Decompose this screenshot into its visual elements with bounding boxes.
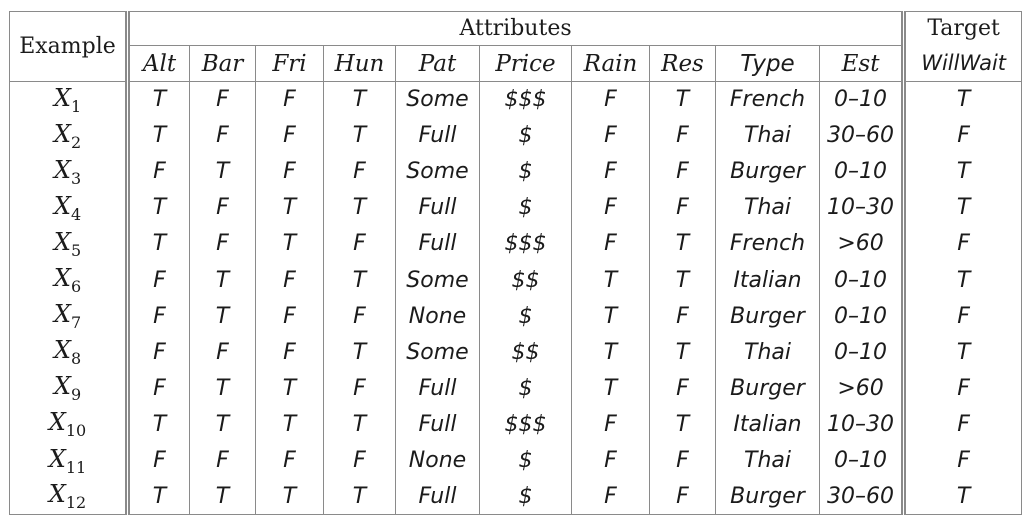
example-index: 1 xyxy=(70,96,82,116)
cell-willwait: F xyxy=(904,298,1022,334)
cell-type: French xyxy=(716,82,820,118)
cell-rain: F xyxy=(572,479,650,515)
target-header: Target xyxy=(904,12,1022,46)
table-row xyxy=(10,406,1022,442)
cell-type: French xyxy=(716,226,820,262)
cell-rain: F xyxy=(572,406,650,442)
cell-pat: None xyxy=(396,442,480,478)
cell-fri: F xyxy=(256,334,324,370)
cell-bar: T xyxy=(190,262,256,298)
cell-rain: T xyxy=(572,370,650,406)
example-header: Example xyxy=(10,12,128,82)
cell-hun: F xyxy=(324,298,396,334)
example-id xyxy=(10,262,128,298)
cell-res: T xyxy=(650,82,716,118)
cell-rain: F xyxy=(572,82,650,118)
cell-rain: F xyxy=(572,154,650,190)
example-letter: X xyxy=(53,228,71,257)
cell-fri: T xyxy=(256,370,324,406)
example-id xyxy=(10,82,128,118)
cell-res: T xyxy=(650,262,716,298)
cell-hun: T xyxy=(324,118,396,154)
cell-fri: F xyxy=(256,82,324,118)
table-row xyxy=(10,262,1022,298)
table-row xyxy=(10,226,1022,262)
cell-alt: F xyxy=(153,339,166,365)
cell-est: >60 xyxy=(820,226,904,262)
cell-est: 0–10 xyxy=(820,334,904,370)
cell-est: 0–10 xyxy=(820,262,904,298)
cell-fri: F xyxy=(256,118,324,154)
cell-res: F xyxy=(650,370,716,406)
cell-price: $ xyxy=(480,442,572,478)
example-id xyxy=(10,370,128,406)
example-id xyxy=(10,118,128,154)
cell-res: F xyxy=(650,154,716,190)
cell-pat: Some xyxy=(396,262,480,298)
cell-price: $ xyxy=(480,479,572,515)
cell-rain: F xyxy=(572,190,650,226)
cell-bar: T xyxy=(190,479,256,515)
cell-hun: T xyxy=(324,262,396,298)
cell-bar: F xyxy=(190,118,256,154)
example-id xyxy=(10,298,128,334)
table-row xyxy=(10,370,1022,406)
cell-willwait: T xyxy=(904,262,1022,298)
cell-est: 0–10 xyxy=(820,82,904,118)
cell-rain: T xyxy=(572,262,650,298)
cell-res: T xyxy=(650,406,716,442)
cell-type: Thai xyxy=(716,190,820,226)
target-attribute-name: WillWait xyxy=(904,46,1022,82)
cell-rain: F xyxy=(572,442,650,478)
cell-type: Thai xyxy=(716,118,820,154)
cell-willwait: F xyxy=(904,118,1022,154)
cell-price: $ xyxy=(480,370,572,406)
cell-bar: F xyxy=(190,226,256,262)
cell-pat: None xyxy=(396,298,480,334)
example-letter: X xyxy=(53,155,71,184)
example-id xyxy=(10,406,128,442)
example-index: 12 xyxy=(65,493,87,513)
cell-pat: Some xyxy=(396,334,480,370)
cell-hun: F xyxy=(324,154,396,190)
cell-alt: T xyxy=(152,87,167,113)
cell-bar: F xyxy=(190,334,256,370)
cell-est: 30–60 xyxy=(820,479,904,515)
example-id xyxy=(10,479,128,515)
restaurant-table-frame xyxy=(9,11,1021,517)
cell-type: Italian xyxy=(716,406,820,442)
example-index: 2 xyxy=(70,132,82,152)
table-row xyxy=(10,190,1022,226)
example-letter: X xyxy=(53,83,71,112)
table-row xyxy=(10,334,1022,370)
example-index: 4 xyxy=(70,204,82,224)
attribute-name-fri: Fri xyxy=(256,46,324,82)
example-letter: X xyxy=(53,119,71,148)
table-row xyxy=(10,118,1022,154)
example-id xyxy=(10,226,128,262)
cell-type: Burger xyxy=(716,298,820,334)
header-row-top xyxy=(10,12,1022,46)
attribute-names-row xyxy=(10,46,1022,82)
cell-est: 10–30 xyxy=(820,190,904,226)
cell-type: Burger xyxy=(716,370,820,406)
table-row xyxy=(10,298,1022,334)
cell-pat: Full xyxy=(396,479,480,515)
cell-bar: T xyxy=(190,154,256,190)
cell-willwait: F xyxy=(904,226,1022,262)
cell-alt: T xyxy=(152,123,167,149)
cell-pat: Full xyxy=(396,226,480,262)
example-letter: X xyxy=(53,300,71,329)
cell-bar: F xyxy=(190,82,256,118)
attribute-name-price: Price xyxy=(480,46,572,82)
cell-fri: F xyxy=(256,154,324,190)
example-id xyxy=(10,442,128,478)
cell-alt: T xyxy=(152,195,167,221)
attribute-name-type: Type xyxy=(716,46,820,82)
cell-est: 0–10 xyxy=(820,298,904,334)
example-id xyxy=(10,190,128,226)
cell-price: $$$ xyxy=(480,82,572,118)
example-index: 8 xyxy=(70,349,82,369)
cell-price: $ xyxy=(480,298,572,334)
attribute-name-alt: Alt xyxy=(128,46,190,82)
cell-pat: Full xyxy=(396,370,480,406)
cell-willwait: T xyxy=(904,82,1022,118)
cell-pat: Some xyxy=(396,82,480,118)
example-id xyxy=(10,154,128,190)
table-row xyxy=(10,479,1022,515)
cell-bar: F xyxy=(190,190,256,226)
example-index: 3 xyxy=(70,168,82,188)
example-letter: X xyxy=(53,191,71,220)
cell-res: T xyxy=(650,226,716,262)
table-body xyxy=(10,82,1022,515)
cell-hun: T xyxy=(324,406,396,442)
cell-alt: T xyxy=(152,483,167,509)
cell-est: 0–10 xyxy=(820,442,904,478)
cell-hun: T xyxy=(324,190,396,226)
cell-hun: T xyxy=(324,334,396,370)
cell-price: $$ xyxy=(480,262,572,298)
attributes-header: Attributes xyxy=(128,12,904,46)
cell-fri: T xyxy=(256,406,324,442)
table-row xyxy=(10,82,1022,118)
cell-willwait: F xyxy=(904,442,1022,478)
cell-price: $ xyxy=(480,190,572,226)
cell-bar: F xyxy=(190,442,256,478)
cell-fri: T xyxy=(256,190,324,226)
table-row xyxy=(10,442,1022,478)
attribute-name-pat: Pat xyxy=(396,46,480,82)
cell-res: F xyxy=(650,298,716,334)
cell-alt: T xyxy=(152,231,167,257)
cell-rain: T xyxy=(572,298,650,334)
cell-willwait: T xyxy=(904,334,1022,370)
cell-alt: F xyxy=(153,159,166,185)
example-letter: X xyxy=(48,444,66,473)
cell-hun: F xyxy=(324,442,396,478)
cell-est: >60 xyxy=(820,370,904,406)
restaurant-examples-table xyxy=(9,11,1022,515)
cell-willwait: F xyxy=(904,406,1022,442)
example-index: 11 xyxy=(65,457,87,477)
cell-pat: Full xyxy=(396,118,480,154)
cell-alt: F xyxy=(153,303,166,329)
cell-fri: F xyxy=(256,442,324,478)
cell-pat: Full xyxy=(396,190,480,226)
cell-type: Burger xyxy=(716,154,820,190)
cell-price: $ xyxy=(480,154,572,190)
cell-est: 30–60 xyxy=(820,118,904,154)
cell-price: $$ xyxy=(480,334,572,370)
cell-fri: F xyxy=(256,298,324,334)
example-index: 7 xyxy=(70,313,82,332)
cell-willwait: T xyxy=(904,190,1022,226)
table-row xyxy=(10,154,1022,190)
cell-rain: F xyxy=(572,118,650,154)
cell-price: $$$ xyxy=(480,226,572,262)
cell-est: 10–30 xyxy=(820,406,904,442)
cell-alt: F xyxy=(153,375,166,401)
cell-rain: F xyxy=(572,226,650,262)
cell-res: T xyxy=(650,334,716,370)
cell-est: 0–10 xyxy=(820,154,904,190)
cell-alt: F xyxy=(153,447,166,473)
cell-res: F xyxy=(650,118,716,154)
cell-hun: F xyxy=(324,370,396,406)
example-index: 5 xyxy=(70,240,82,260)
example-letter: X xyxy=(48,408,66,437)
cell-price: $$$ xyxy=(480,406,572,442)
attribute-name-res: Res xyxy=(650,46,716,82)
example-index: 6 xyxy=(70,276,82,296)
cell-pat: Full xyxy=(396,406,480,442)
cell-willwait: F xyxy=(904,370,1022,406)
cell-res: F xyxy=(650,190,716,226)
cell-bar: T xyxy=(190,370,256,406)
cell-alt: T xyxy=(152,411,167,437)
cell-fri: T xyxy=(256,479,324,515)
cell-res: F xyxy=(650,442,716,478)
cell-bar: T xyxy=(190,406,256,442)
example-letter: X xyxy=(53,372,71,401)
cell-fri: F xyxy=(256,262,324,298)
example-letter: X xyxy=(53,264,71,293)
example-letter: X xyxy=(48,480,66,509)
attribute-name-rain: Rain xyxy=(572,46,650,82)
cell-type: Thai xyxy=(716,334,820,370)
cell-type: Italian xyxy=(716,262,820,298)
cell-price: $ xyxy=(480,118,572,154)
cell-res: F xyxy=(650,479,716,515)
cell-pat: Some xyxy=(396,154,480,190)
example-letter: X xyxy=(53,336,71,365)
attribute-name-bar: Bar xyxy=(190,46,256,82)
cell-hun: F xyxy=(324,226,396,262)
attribute-name-est: Est xyxy=(820,46,904,82)
cell-willwait: T xyxy=(904,154,1022,190)
cell-hun: T xyxy=(324,479,396,515)
cell-type: Burger xyxy=(716,479,820,515)
cell-rain: T xyxy=(572,334,650,370)
cell-fri: T xyxy=(256,226,324,262)
example-index: 10 xyxy=(65,421,87,441)
cell-type: Thai xyxy=(716,442,820,478)
attribute-name-hun: Hun xyxy=(324,46,396,82)
cell-bar: T xyxy=(190,298,256,334)
example-index: 9 xyxy=(70,385,82,405)
cell-alt: F xyxy=(153,267,166,293)
cell-hun: T xyxy=(324,82,396,118)
example-id xyxy=(10,334,128,370)
cell-willwait: T xyxy=(904,479,1022,515)
